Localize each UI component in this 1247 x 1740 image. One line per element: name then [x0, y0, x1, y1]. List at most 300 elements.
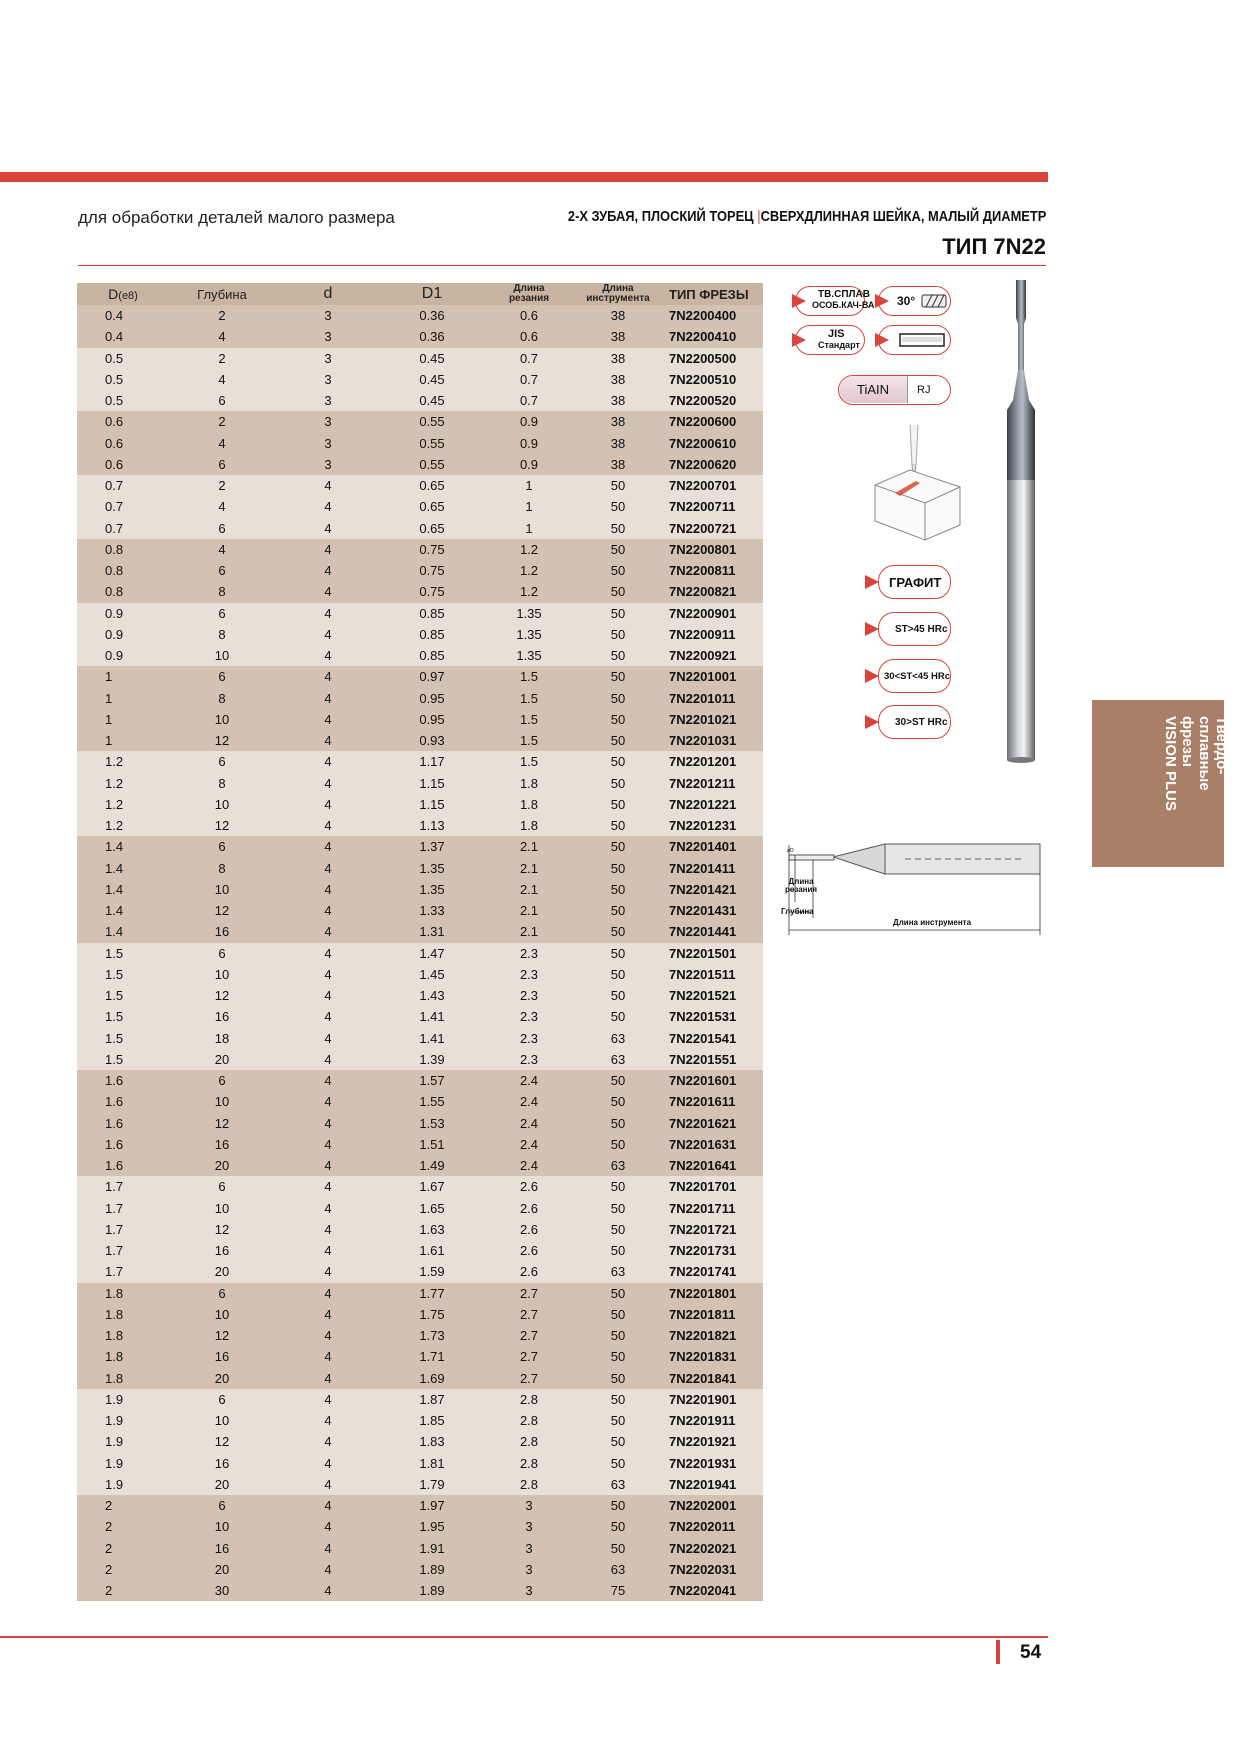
table-row	[77, 1346, 763, 1367]
cell-cut-length: 2.8	[483, 1410, 575, 1431]
cell-cutter-type: 7N2200400	[661, 305, 763, 326]
cell-shank-d: 4	[275, 518, 381, 539]
hardness-badge-30	[878, 705, 951, 739]
table-row	[77, 603, 763, 624]
cell-d1: 0.45	[381, 369, 483, 390]
table-row	[77, 369, 763, 390]
cell-cutter-type: 7N2201741	[661, 1261, 763, 1282]
graphite-badge	[878, 565, 951, 599]
table-row	[77, 1516, 763, 1537]
table-row	[77, 1304, 763, 1325]
cell-cut-length: 2.7	[483, 1346, 575, 1367]
cell-cut-length: 1.8	[483, 794, 575, 815]
cell-depth: 12	[169, 815, 275, 836]
cell-cutter-type: 7N2201631	[661, 1134, 763, 1155]
cell-shank-d: 4	[275, 581, 381, 602]
cell-tool-length: 50	[575, 1538, 661, 1559]
cell-depth: 12	[169, 1325, 275, 1346]
cell-d1: 0.36	[381, 305, 483, 326]
cell-depth: 4	[169, 539, 275, 560]
cell-shank-d: 4	[275, 475, 381, 496]
cell-d1: 0.45	[381, 390, 483, 411]
table-row	[77, 326, 763, 347]
cell-cutter-type: 7N2201431	[661, 900, 763, 921]
cell-d1: 1.51	[381, 1134, 483, 1155]
cell-shank-d: 4	[275, 624, 381, 645]
cell-depth: 6	[169, 836, 275, 857]
cell-d: 1	[77, 688, 169, 709]
cell-shank-d: 4	[275, 1091, 381, 1112]
cell-d1: 0.55	[381, 433, 483, 454]
cell-d: 1.7	[77, 1219, 169, 1240]
cell-d: 0.4	[77, 305, 169, 326]
header-desc-b: СВЕРХДЛИННАЯ ШЕЙКА, МАЛЫЙ ДИАМЕТР	[760, 208, 1046, 225]
cell-d: 1.7	[77, 1176, 169, 1197]
header-subtitle: для обработки деталей малого размера	[78, 208, 395, 227]
cell-cutter-type: 7N2202021	[661, 1538, 763, 1559]
cell-cutter-type: 7N2201211	[661, 773, 763, 794]
cell-depth: 16	[169, 1346, 275, 1367]
cell-cutter-type: 7N2201701	[661, 1176, 763, 1197]
diagram-depth: Глубина	[781, 907, 814, 916]
cell-shank-d: 4	[275, 1261, 381, 1282]
cell-d: 0.9	[77, 603, 169, 624]
cell-d: 0.5	[77, 390, 169, 411]
arrow-icon	[792, 333, 806, 347]
cell-cutter-type: 7N2201831	[661, 1346, 763, 1367]
coating-code: RJ	[917, 384, 931, 396]
table-row	[77, 1198, 763, 1219]
material-label-1: ТВ.СПЛАВ	[818, 289, 870, 300]
cell-cutter-type: 7N2200911	[661, 624, 763, 645]
cell-depth: 6	[169, 560, 275, 581]
cell-d: 1.6	[77, 1155, 169, 1176]
helix-icon	[921, 293, 947, 309]
cell-d: 1.9	[77, 1453, 169, 1474]
cell-d: 2	[77, 1580, 169, 1601]
cell-d1: 0.55	[381, 411, 483, 432]
cell-d1: 0.95	[381, 688, 483, 709]
cell-d1: 1.81	[381, 1453, 483, 1474]
cell-d1: 1.37	[381, 836, 483, 857]
cell-cut-length: 2.4	[483, 1113, 575, 1134]
col-header-shank-d: d	[275, 283, 381, 305]
cell-depth: 6	[169, 1389, 275, 1410]
cell-depth: 6	[169, 1495, 275, 1516]
cell-d1: 0.36	[381, 326, 483, 347]
table-row	[77, 1176, 763, 1197]
cell-shank-d: 3	[275, 454, 381, 475]
table-row	[77, 411, 763, 432]
cell-depth: 20	[169, 1049, 275, 1070]
table-row	[77, 454, 763, 475]
cell-cut-length: 1.5	[483, 709, 575, 730]
cell-tool-length: 75	[575, 1580, 661, 1601]
cell-cut-length: 2.8	[483, 1389, 575, 1410]
cell-tool-length: 50	[575, 560, 661, 581]
cell-depth: 10	[169, 1516, 275, 1537]
arrow-icon	[865, 715, 879, 729]
cell-shank-d: 3	[275, 433, 381, 454]
table-body	[77, 305, 763, 1601]
cell-d1: 1.89	[381, 1580, 483, 1601]
table-row	[77, 1389, 763, 1410]
cell-tool-length: 50	[575, 1134, 661, 1155]
cell-d: 0.8	[77, 581, 169, 602]
cell-d1: 1.41	[381, 1006, 483, 1027]
cell-shank-d: 4	[275, 1431, 381, 1452]
table-row	[77, 1580, 763, 1601]
cell-cut-length: 1.5	[483, 666, 575, 687]
cell-shank-d: 4	[275, 539, 381, 560]
table-row	[77, 1431, 763, 1452]
cell-d1: 1.15	[381, 794, 483, 815]
cell-cut-length: 2.7	[483, 1304, 575, 1325]
cell-shank-d: 4	[275, 603, 381, 624]
cell-tool-length: 50	[575, 581, 661, 602]
cell-shank-d: 4	[275, 1453, 381, 1474]
cell-depth: 16	[169, 1453, 275, 1474]
cell-cut-length: 1.8	[483, 773, 575, 794]
diagram-cut-length: Длина резания	[785, 877, 818, 894]
cell-d: 1.6	[77, 1134, 169, 1155]
cell-cut-length: 0.7	[483, 369, 575, 390]
cell-cutter-type: 7N2201521	[661, 985, 763, 1006]
table-row	[77, 645, 763, 666]
cell-cut-length: 1.35	[483, 603, 575, 624]
cell-depth: 30	[169, 1580, 275, 1601]
arrow-icon	[792, 294, 806, 308]
cell-cutter-type: 7N2201731	[661, 1240, 763, 1261]
cell-depth: 20	[169, 1261, 275, 1282]
header-desc-a: 2-Х ЗУБАЯ, ПЛОСКИЙ ТОРЕЦ	[567, 208, 754, 225]
table-row	[77, 964, 763, 985]
cell-tool-length: 50	[575, 1495, 661, 1516]
cell-d1: 1.67	[381, 1176, 483, 1197]
cell-cutter-type: 7N2201511	[661, 964, 763, 985]
cell-shank-d: 4	[275, 921, 381, 942]
table-row	[77, 943, 763, 964]
cell-cut-length: 2.6	[483, 1198, 575, 1219]
cell-d: 0.7	[77, 518, 169, 539]
cell-d: 1.4	[77, 858, 169, 879]
cell-cut-length: 2.4	[483, 1070, 575, 1091]
cell-d: 0.8	[77, 560, 169, 581]
cell-d: 0.5	[77, 348, 169, 369]
cell-shank-d: 4	[275, 1516, 381, 1537]
cell-tool-length: 50	[575, 1304, 661, 1325]
cell-tool-length: 50	[575, 964, 661, 985]
cell-d1: 0.65	[381, 475, 483, 496]
cell-cut-length: 2.6	[483, 1240, 575, 1261]
cell-cutter-type: 7N2201601	[661, 1070, 763, 1091]
cell-shank-d: 4	[275, 1070, 381, 1091]
cell-d: 2	[77, 1495, 169, 1516]
table-row	[77, 730, 763, 751]
header-description	[567, 208, 1046, 225]
table-row	[77, 1410, 763, 1431]
cell-shank-d: 4	[275, 858, 381, 879]
cell-cut-length: 0.9	[483, 454, 575, 475]
cell-tool-length: 50	[575, 624, 661, 645]
col-header-cutter-type: ТИП ФРЕЗЫ	[661, 283, 763, 305]
cell-shank-d: 4	[275, 1113, 381, 1134]
page-title: ТИП 7N22	[942, 234, 1046, 259]
cell-cutter-type: 7N2200801	[661, 539, 763, 560]
hardness-label-30-45: 30<ST<45 HRc	[884, 671, 951, 682]
cell-cut-length: 1.5	[483, 688, 575, 709]
cell-d1: 1.65	[381, 1198, 483, 1219]
cell-cutter-type: 7N2201421	[661, 879, 763, 900]
cell-tool-length: 50	[575, 730, 661, 751]
cell-cut-length: 0.9	[483, 411, 575, 432]
cell-tool-length: 63	[575, 1261, 661, 1282]
cell-d1: 1.41	[381, 1028, 483, 1049]
cell-cutter-type: 7N2200701	[661, 475, 763, 496]
cell-d1: 1.49	[381, 1155, 483, 1176]
cell-tool-length: 50	[575, 1368, 661, 1389]
cell-cutter-type: 7N2201711	[661, 1198, 763, 1219]
cell-shank-d: 4	[275, 815, 381, 836]
cell-cut-length: 2.6	[483, 1219, 575, 1240]
table-row	[77, 815, 763, 836]
cell-cut-length: 1.2	[483, 560, 575, 581]
cell-tool-length: 50	[575, 943, 661, 964]
cell-cutter-type: 7N2201801	[661, 1283, 763, 1304]
cell-depth: 8	[169, 858, 275, 879]
footer-tick	[996, 1640, 1000, 1664]
cell-tool-length: 38	[575, 305, 661, 326]
cell-tool-length: 50	[575, 1283, 661, 1304]
cell-depth: 6	[169, 603, 275, 624]
cell-tool-length: 38	[575, 390, 661, 411]
cell-d1: 1.61	[381, 1240, 483, 1261]
helix-badge	[878, 286, 951, 316]
cell-cut-length: 2.1	[483, 879, 575, 900]
cell-d: 1.5	[77, 985, 169, 1006]
cell-cut-length: 2.3	[483, 1028, 575, 1049]
jis-badge	[795, 325, 865, 355]
cell-cut-length: 2.4	[483, 1134, 575, 1155]
cell-cut-length: 1.8	[483, 815, 575, 836]
cell-shank-d: 4	[275, 666, 381, 687]
cell-d: 1.8	[77, 1304, 169, 1325]
cell-tool-length: 50	[575, 1176, 661, 1197]
hardness-badge-30-45	[878, 659, 951, 693]
cell-tool-length: 50	[575, 985, 661, 1006]
cell-d: 1.2	[77, 751, 169, 772]
cell-shank-d: 4	[275, 900, 381, 921]
cell-depth: 6	[169, 518, 275, 539]
cell-shank-d: 4	[275, 1304, 381, 1325]
cell-d1: 0.55	[381, 454, 483, 475]
cell-depth: 8	[169, 773, 275, 794]
cell-cut-length: 2.1	[483, 836, 575, 857]
cell-cutter-type: 7N2200610	[661, 433, 763, 454]
hardness-badge-45	[878, 612, 951, 646]
cell-d1: 1.39	[381, 1049, 483, 1070]
table-row	[77, 433, 763, 454]
cell-cutter-type: 7N2201901	[661, 1389, 763, 1410]
cell-d1: 1.17	[381, 751, 483, 772]
cell-tool-length: 50	[575, 1070, 661, 1091]
cell-cut-length: 2.4	[483, 1155, 575, 1176]
table-row	[77, 390, 763, 411]
table-row	[77, 1261, 763, 1282]
cell-cutter-type: 7N2200410	[661, 326, 763, 347]
cell-depth: 2	[169, 411, 275, 432]
cell-cutter-type: 7N2201011	[661, 688, 763, 709]
cell-shank-d: 4	[275, 1049, 381, 1070]
cell-shank-d: 4	[275, 773, 381, 794]
cell-shank-d: 3	[275, 369, 381, 390]
cell-depth: 16	[169, 1006, 275, 1027]
table-row	[77, 560, 763, 581]
cell-d: 1.8	[77, 1325, 169, 1346]
cell-d1: 0.75	[381, 539, 483, 560]
cell-d1: 1.47	[381, 943, 483, 964]
cell-cutter-type: 7N2201541	[661, 1028, 763, 1049]
cell-d: 1.9	[77, 1474, 169, 1495]
cell-cutter-type: 7N2202031	[661, 1559, 763, 1580]
cell-d: 1.2	[77, 773, 169, 794]
arrow-icon	[875, 333, 889, 347]
cell-d1: 1.73	[381, 1325, 483, 1346]
cell-cut-length: 1.2	[483, 581, 575, 602]
cell-d: 1.5	[77, 964, 169, 985]
cell-depth: 6	[169, 454, 275, 475]
cell-tool-length: 38	[575, 326, 661, 347]
cell-d1: 1.13	[381, 815, 483, 836]
cell-d: 1.5	[77, 1006, 169, 1027]
cell-tool-length: 50	[575, 539, 661, 560]
cell-d1: 0.85	[381, 624, 483, 645]
table-row	[77, 1240, 763, 1261]
table-row	[77, 1113, 763, 1134]
page-header	[78, 204, 1046, 234]
cell-depth: 10	[169, 709, 275, 730]
cell-tool-length: 50	[575, 879, 661, 900]
cell-cut-length: 1	[483, 518, 575, 539]
cell-depth: 12	[169, 1219, 275, 1240]
cell-shank-d: 4	[275, 836, 381, 857]
table-row	[77, 836, 763, 857]
cell-tool-length: 50	[575, 1113, 661, 1134]
cell-cut-length: 2.7	[483, 1368, 575, 1389]
table-row	[77, 539, 763, 560]
cell-cutter-type: 7N2200520	[661, 390, 763, 411]
cell-d1: 0.85	[381, 645, 483, 666]
table-row	[77, 773, 763, 794]
cell-tool-length: 50	[575, 666, 661, 687]
cell-shank-d: 3	[275, 326, 381, 347]
cell-d: 0.9	[77, 624, 169, 645]
cell-cutter-type: 7N2201721	[661, 1219, 763, 1240]
jis-label: JIS	[828, 328, 845, 340]
cell-d1: 0.75	[381, 560, 483, 581]
cell-shank-d: 4	[275, 496, 381, 517]
cell-cut-length: 2.3	[483, 964, 575, 985]
cell-shank-d: 4	[275, 1240, 381, 1261]
cell-cutter-type: 7N2200821	[661, 581, 763, 602]
arrow-icon	[865, 575, 879, 589]
cell-d: 1.8	[77, 1283, 169, 1304]
cell-d: 0.9	[77, 645, 169, 666]
header-divider	[78, 265, 1046, 266]
table-row	[77, 1219, 763, 1240]
cell-d: 1.9	[77, 1410, 169, 1431]
cell-d1: 0.75	[381, 581, 483, 602]
cell-d: 1.6	[77, 1070, 169, 1091]
table-row	[77, 1028, 763, 1049]
cell-depth: 10	[169, 1091, 275, 1112]
table-row	[77, 666, 763, 687]
cell-shank-d: 4	[275, 1028, 381, 1049]
cell-depth: 16	[169, 1538, 275, 1559]
cell-d1: 1.35	[381, 858, 483, 879]
cell-d1: 1.15	[381, 773, 483, 794]
table-row	[77, 581, 763, 602]
arrow-icon	[875, 294, 889, 308]
cell-d1: 0.95	[381, 709, 483, 730]
cell-tool-length: 50	[575, 709, 661, 730]
straight-shank-icon	[899, 333, 945, 347]
cell-d1: 1.43	[381, 985, 483, 1006]
table-row	[77, 496, 763, 517]
cell-depth: 12	[169, 1113, 275, 1134]
cell-depth: 6	[169, 1070, 275, 1091]
cell-cut-length: 2.6	[483, 1261, 575, 1282]
cell-depth: 8	[169, 624, 275, 645]
cell-cut-length: 2.3	[483, 1049, 575, 1070]
svg-text:øD: øD	[787, 848, 794, 854]
cell-tool-length: 50	[575, 603, 661, 624]
helix-angle: 30°	[897, 294, 916, 308]
cell-cutter-type: 7N2201001	[661, 666, 763, 687]
cell-d: 1.4	[77, 900, 169, 921]
cell-d: 1.4	[77, 879, 169, 900]
cell-d1: 0.97	[381, 666, 483, 687]
graphite-label: ГРАФИТ	[889, 575, 942, 590]
footer-rule	[0, 1636, 1048, 1638]
cell-depth: 10	[169, 964, 275, 985]
cell-shank-d: 4	[275, 1346, 381, 1367]
hardness-label-45: ST>45 HRc	[895, 624, 948, 635]
cell-shank-d: 4	[275, 794, 381, 815]
table-row	[77, 1538, 763, 1559]
cell-cut-length: 1.5	[483, 730, 575, 751]
col-header-cut-length: Длина резания	[483, 283, 575, 305]
cell-d1: 1.87	[381, 1389, 483, 1410]
cell-d1: 1.95	[381, 1516, 483, 1537]
cell-d: 2	[77, 1538, 169, 1559]
cell-d: 2	[77, 1559, 169, 1580]
col-header-tool-length: Длина инструмента	[575, 283, 661, 305]
cell-d1: 1.97	[381, 1495, 483, 1516]
cell-shank-d: 4	[275, 1368, 381, 1389]
cell-tool-length: 50	[575, 1091, 661, 1112]
cell-tool-length: 50	[575, 1006, 661, 1027]
cell-depth: 6	[169, 390, 275, 411]
cell-shank-d: 4	[275, 1325, 381, 1346]
cell-tool-length: 63	[575, 1028, 661, 1049]
table-row	[77, 879, 763, 900]
cell-d1: 0.65	[381, 496, 483, 517]
cell-depth: 10	[169, 879, 275, 900]
table-row	[77, 624, 763, 645]
cell-cut-length: 2.3	[483, 943, 575, 964]
cell-cutter-type: 7N2200500	[661, 348, 763, 369]
